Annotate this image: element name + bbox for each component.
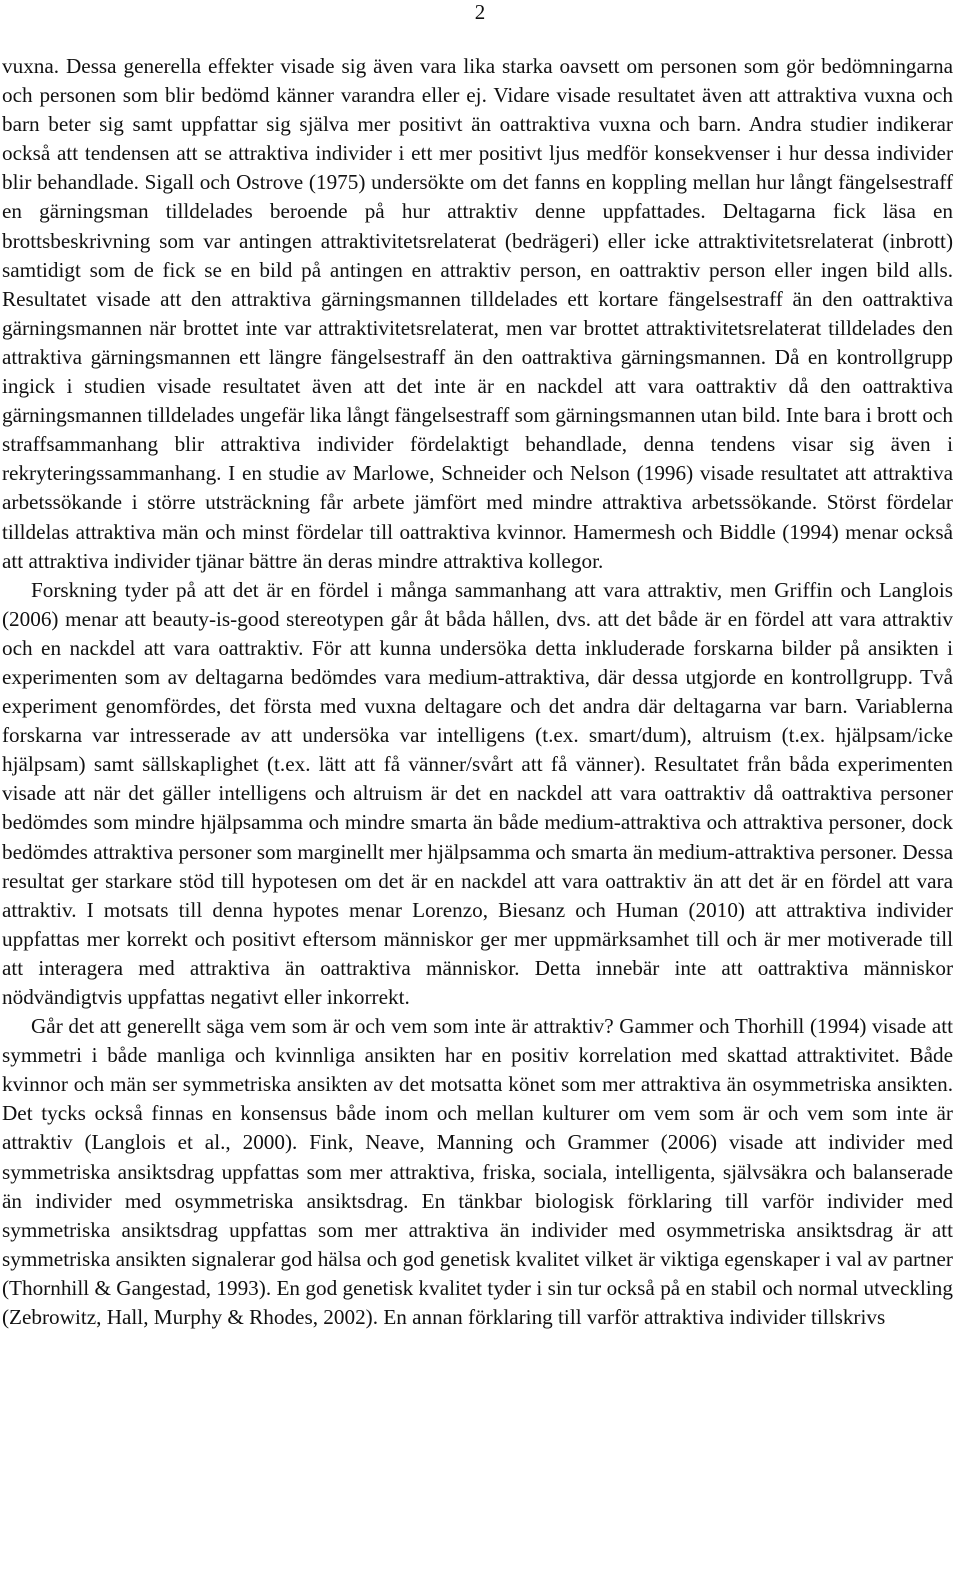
page-number: 2 <box>474 0 486 24</box>
paragraph-1: vuxna. Dessa generella effekter visade sig även vara lika starka oavsett om personen som gör bedömningarna och personen som blir bedömd känner varandra eller ej. Vidare visade resultatet även att attraktiva vuxna och barn beter sig samt uppfattar sig själva mer positivt än oattraktiva vuxna och barn. Andra studier indikerar också att tendensen att se attraktiva individer i ett mer positivt ljus medför konsekvenser i hur dessa individer blir behandlade. Sigall och Ostrove (1975) undersökte om det fanns en koppling mellan hur långt fängelsestraff en gärningsman tilldelades beroende på hur attraktiv denne uppfattades. Deltagarna fick läsa en brottsbeskrivning som var antingen attraktivitetsrelaterat (bedrägeri) eller icke attraktivitetsrelaterat (inbrott) samtidigt som de fick se en bild på antingen en attraktiv person, en oattraktiv person eller ingen bild alls. Resultatet visade att den attraktiva gärningsmannen tilldelades ett kortare fängelsestraff än den oattraktiva gärningsmannen när brottet inte var attraktivitetsrelaterat, men var brottet attraktivitetsrelaterat tilldelades den attraktiva gärningsmannen ett längre fängelsestraff än den oattraktiva gärningsmannen. Då en kontrollgrupp ingick i studien visade resultatet även att det inte är en nackdel att vara oattraktiv då den oattraktiva gärningsmannen tilldelades ungefär lika långt fängelsestraff som gärningsmannen utan bild. Inte bara i brott och straffsammanhang blir attraktiva individer fördelaktigt behandlade, denna tendens visar sig även i rekryteringssammanhang. I en studie av Marlowe, Schneider och Nelson (1996) visade resultatet att attraktiva arbetssökande i större utsträckning får arbete jämfört med mindre attraktiva arbetssökande. Störst fördelar tilldelas attraktiva män och minst fördelar till oattraktiva kvinnor. Hamermesh och Biddle (1994) menar också att attraktiva individer tjänar bättre än deras mindre attraktiva kollegor. <box>2 54 953 573</box>
paragraph-2: Forskning tyder på att det är en fördel i många sammanhang att vara attraktiv, men Griffin och Langlois (2006) menar att beauty-is-good stereotypen går åt båda hållen, dvs. att det både är en fördel att vara attraktiv och en nackdel att vara oattraktiv. För att kunna undersöka detta inkluderade forskarna bilder på ansikten i experimenten som av deltagarna bedömdes vara medium-attraktiva, där dessa utgjorde en kontrollgrupp. Två experiment genomfördes, det första med vuxna deltagare och det andra där deltagarna var barn. Variablerna forskarna var intresserade av att undersöka var intelligens (t.ex. smart/dum), altruism (t.ex. hjälpsam/icke hjälpsam) samt sällskaplighet (t.ex. lätt att få vänner/svårt att få vänner). Resultatet från båda experimenten visade att när det gäller intelligens och altruism är det en nackdel att vara oattraktiv då oattraktiva personer bedömdes som mindre hjälpsamma och mindre smarta än både medium-attraktiva och attraktiva personer, dock bedömdes attraktiva personer som marginellt mer hjälpsamma och smarta än medium-attraktiva personer. Dessa resultat ger starkare stöd till hypotesen om det är en nackdel att vara oattraktiv än att det är en fördel att vara attraktiv. I motsats till denna hypotes menar Lorenzo, Biesanz och Human (2010) att attraktiva individer uppfattas mer korrekt och positivt eftersom människor ger mer uppmärksamhet till och är mer motiverade till att interagera med attraktiva än oattraktiva människor. Detta innebär inte att oattraktiva människor nödvändigtvis uppfattas negativt eller inkorrekt. <box>2 577 953 1009</box>
paragraph-3: Går det att generellt säga vem som är och vem som inte är attraktiv? Gammer och Thorhill (1994) visade att symmetri i både manliga och kvinnliga ansikten har en positiv korrelation med skattad attraktivitet. Både kvinnor och män ser symmetriska ansikten av det motsatta könet som mer attraktiva än osymmetriska ansikten. Det tycks också finnas en konsensus både inom och mellan kulturer om vem som är och vem som inte är attraktiv (Langlois et al., 2000). Fink, Neave, Manning och Grammer (2006) visade att individer med symmetriska ansiktsdrag uppfattas som mer attraktiva, friska, sociala, intelligenta, självsäkra och balanserade än individer med osymmetriska ansiktsdrag. En tänkbar biologisk förklaring till varför individer med symmetriska ansiktsdrag uppfattas som mer attraktiva än individer med osymmetriska ansiktsdrag är att symmetriska ansikten signalerar god hälsa och god genetisk kvalitet vilket är viktiga egenskaper i val av partner (Thornhill & Gangestad, 1993). En god genetisk kvalitet tyder i sin tur också på en stabil och normal utveckling (Zebrowitz, Hall, Murphy & Rhodes, 2002). En annan förklaring till varför attraktiva individer tillskrivs <box>2 1014 953 1330</box>
body-text <box>2 52 953 1332</box>
